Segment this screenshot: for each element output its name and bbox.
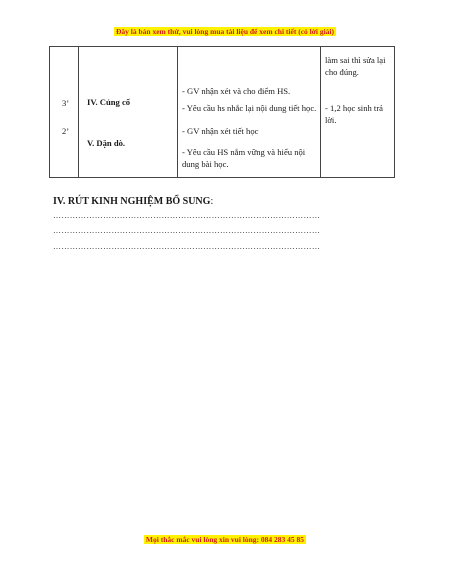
teacher-line: - Yêu cầu hs nhắc lại nội dung tiết học. (182, 103, 317, 113)
dotted-line: …………………………………………………………………………………… (53, 242, 321, 251)
table-row (50, 47, 395, 178)
preview-banner-text: Đây là bản xem thử, vui lòng mua tài liệu để xem chi tiết (có lời giải) (115, 27, 335, 36)
section-title-colon: : (210, 196, 214, 207)
teacher-line: - GV nhận xét và cho điểm HS. (182, 86, 291, 96)
student-line: làm sai thì sửa lại cho đúng. (325, 55, 386, 77)
contact-banner (0, 535, 450, 544)
lesson-table (49, 46, 395, 178)
student-activity-cell (321, 47, 395, 178)
section-title-text: IV. RÚT KINH NGHIỆM BỔ SUNG (53, 196, 211, 207)
time-label: 3’ (62, 98, 70, 108)
activity-title: V. Dặn dò. (87, 138, 126, 148)
teacher-line: - Yêu cầu HS nắm vững và hiểu nội dung bài học. (182, 147, 306, 169)
time-cell (50, 47, 79, 178)
dotted-line: …………………………………………………………………………………… (53, 211, 321, 220)
teacher-line: - GV nhận xét tiết học (182, 126, 259, 136)
time-label: 2’ (62, 126, 70, 136)
contact-banner-text: Mọi thắc mắc vui lòng xin vui lòng: 084 283 45 85 (145, 535, 305, 544)
activity-title: IV. Củng cố (87, 97, 131, 107)
preview-banner (0, 27, 450, 36)
section-title (53, 196, 213, 207)
student-line: - 1,2 học sinh trả lời. (325, 103, 383, 125)
dotted-line: …………………………………………………………………………………… (53, 226, 321, 235)
activity-cell (79, 47, 178, 178)
teacher-activity-cell (178, 47, 321, 178)
